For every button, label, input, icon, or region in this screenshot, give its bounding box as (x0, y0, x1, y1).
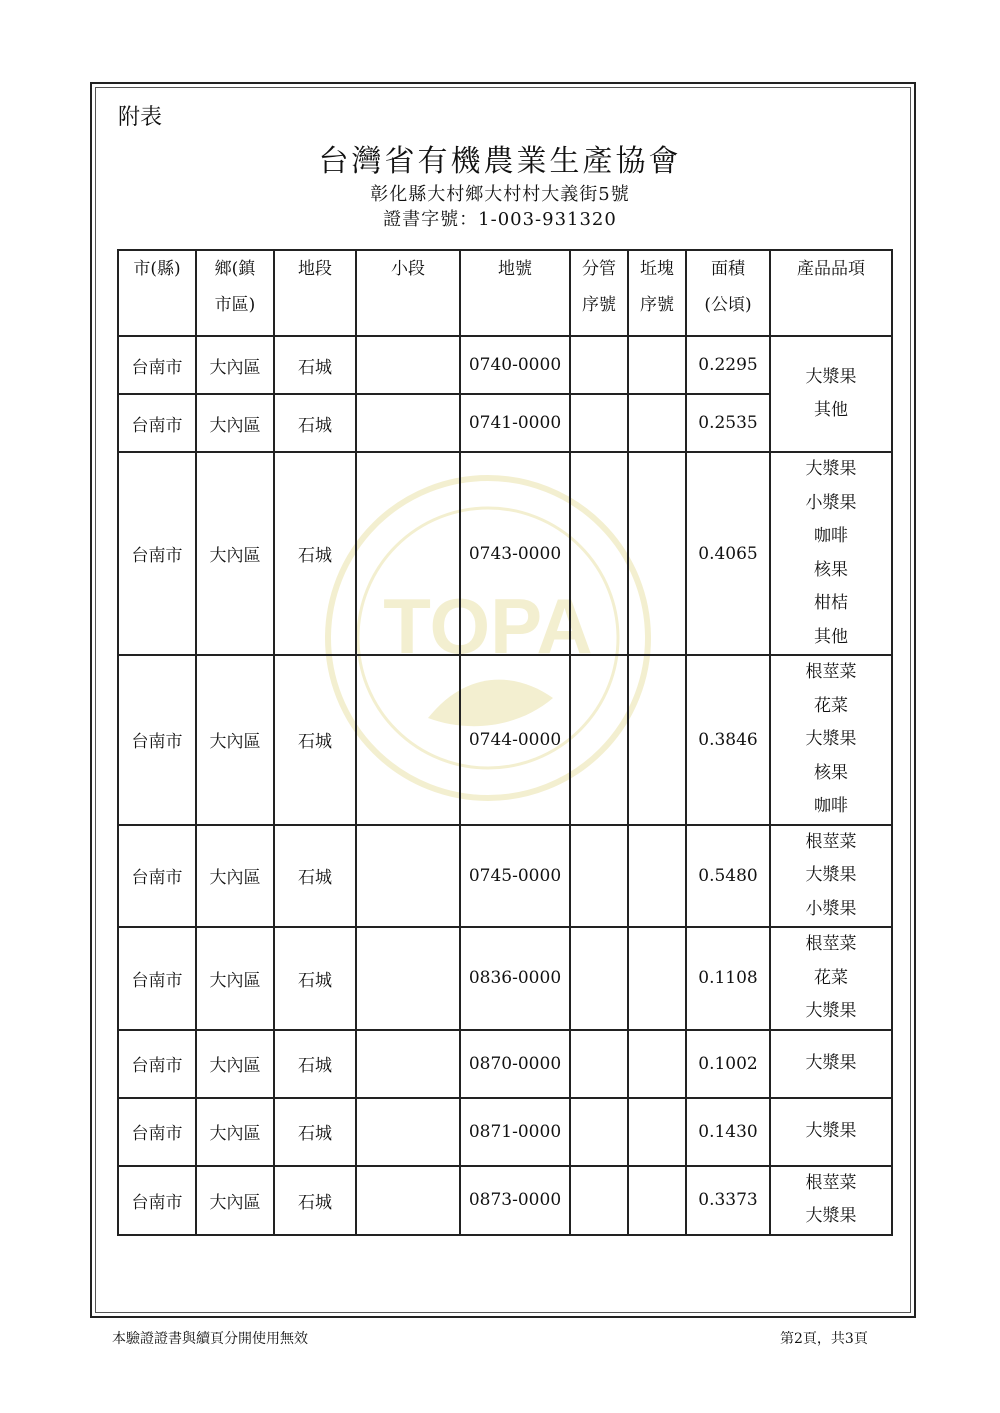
cell-branch (570, 336, 628, 394)
cell-plot (628, 394, 686, 452)
cell-subsection (356, 825, 460, 928)
cell-plot (628, 1166, 686, 1235)
cell-lot: 0743-0000 (460, 452, 570, 655)
header-subsection: 小段 (356, 250, 460, 336)
cell-subsection (356, 336, 460, 394)
cell-area: 0.1108 (686, 927, 770, 1030)
cell-branch (570, 1030, 628, 1098)
product-item: 根莖菜 (805, 1172, 857, 1193)
cell-branch (570, 394, 628, 452)
product-item: 柑桔 (814, 593, 848, 613)
cell-township: 大內區 (196, 1030, 274, 1098)
cell-township: 大內區 (196, 927, 274, 1030)
header-city: 市(縣) (118, 250, 196, 336)
cell-products (770, 1098, 892, 1166)
cell-section: 石城 (274, 452, 356, 655)
organization-name: 台灣省有機農業生產協會 (318, 144, 682, 179)
cell-lot: 0744-0000 (460, 655, 570, 825)
cell-subsection (356, 1030, 460, 1098)
cell-section: 石城 (274, 1030, 356, 1098)
cell-subsection (356, 1166, 460, 1235)
organization-address: 彰化縣大村鄉大村村大義街5號 (370, 184, 630, 205)
cell-city: 台南市 (118, 394, 196, 452)
cell-area: 0.4065 (686, 452, 770, 655)
cell-city: 台南市 (118, 1030, 196, 1098)
cell-products (770, 452, 892, 655)
cell-area: 0.1002 (686, 1030, 770, 1098)
product-item: 大漿果 (805, 865, 857, 885)
cell-section: 石城 (274, 394, 356, 452)
header-section: 地段 (274, 250, 356, 336)
cell-products (770, 927, 892, 1030)
cell-subsection (356, 655, 460, 825)
product-item: 大漿果 (805, 366, 857, 387)
cell-products (770, 1030, 892, 1098)
header-area: 面積 (公頃) (686, 250, 770, 336)
cell-township: 大內區 (196, 825, 274, 928)
cell-plot (628, 336, 686, 394)
cell-lot: 0836-0000 (460, 927, 570, 1030)
product-item: 大漿果 (805, 1052, 857, 1073)
cell-subsection (356, 1098, 460, 1166)
header-lot: 地號 (460, 250, 570, 336)
header-branch-no: 分管 序號 (570, 250, 628, 336)
cell-section: 石城 (274, 336, 356, 394)
cell-city: 台南市 (118, 655, 196, 825)
cell-city: 台南市 (118, 927, 196, 1030)
cell-section: 石城 (274, 825, 356, 928)
cell-subsection (356, 394, 460, 452)
cell-branch (570, 655, 628, 825)
attachment-label: 附表 (118, 105, 163, 130)
product-item: 小漿果 (805, 898, 857, 919)
cell-branch (570, 927, 628, 1030)
cell-area: 0.2295 (686, 336, 770, 394)
cell-area: 0.3373 (686, 1166, 770, 1235)
table-row (118, 825, 892, 928)
header-township: 鄉(鎮 市區) (196, 250, 274, 336)
cell-plot (628, 452, 686, 655)
cell-township: 大內區 (196, 336, 274, 394)
cell-city: 台南市 (118, 336, 196, 394)
cell-products (770, 825, 892, 928)
footer-note: 本驗證證書與續頁分開使用無效 (112, 1331, 308, 1347)
table-row (118, 927, 892, 1030)
cell-branch (570, 1098, 628, 1166)
cell-township: 大內區 (196, 394, 274, 452)
cell-products (770, 655, 892, 825)
land-parcel-table (117, 249, 893, 1236)
watermark-text: TOPA (383, 582, 593, 670)
product-item: 大漿果 (805, 729, 857, 749)
cell-plot (628, 825, 686, 928)
product-item: 其他 (814, 626, 848, 647)
cell-section: 石城 (274, 1166, 356, 1235)
cell-lot: 0873-0000 (460, 1166, 570, 1235)
cell-township: 大內區 (196, 452, 274, 655)
header-plot-no: 坵塊 序號 (628, 250, 686, 336)
table-row (118, 452, 892, 655)
header-products: 產品品項 (770, 250, 892, 336)
product-item: 根莖菜 (805, 831, 857, 852)
product-item: 核果 (814, 762, 848, 783)
cell-branch (570, 452, 628, 655)
cell-lot: 0740-0000 (460, 336, 570, 394)
cell-subsection (356, 927, 460, 1030)
cell-section: 石城 (274, 655, 356, 825)
cell-township: 大內區 (196, 1098, 274, 1166)
product-item: 大漿果 (805, 1120, 857, 1141)
product-item: 大漿果 (805, 459, 857, 479)
cell-section: 石城 (274, 1098, 356, 1166)
product-item: 根莖菜 (805, 934, 857, 954)
cell-products (770, 1166, 892, 1235)
cell-branch (570, 825, 628, 928)
product-item: 花菜 (814, 695, 848, 716)
cell-plot (628, 927, 686, 1030)
product-item: 咖啡 (814, 526, 848, 546)
table-row (118, 1166, 892, 1235)
product-item: 其他 (814, 400, 848, 420)
cell-area: 0.3846 (686, 655, 770, 825)
product-item: 花菜 (814, 967, 848, 988)
cell-branch (570, 1166, 628, 1235)
product-item: 大漿果 (805, 1206, 857, 1226)
cell-area: 0.1430 (686, 1098, 770, 1166)
cell-section: 石城 (274, 927, 356, 1030)
cell-lot: 0745-0000 (460, 825, 570, 928)
cell-products (770, 336, 892, 452)
product-item: 小漿果 (805, 492, 857, 513)
cell-lot: 0870-0000 (460, 1030, 570, 1098)
cell-plot (628, 655, 686, 825)
cell-area: 0.5480 (686, 825, 770, 928)
table-body (118, 336, 892, 1235)
cell-township: 大內區 (196, 1166, 274, 1235)
cell-city: 台南市 (118, 1098, 196, 1166)
cell-plot (628, 1030, 686, 1098)
header-row (118, 250, 892, 336)
certificate-number: 證書字號：1-003-931320 (383, 209, 617, 230)
product-item: 咖啡 (814, 796, 848, 816)
table-row (118, 1030, 892, 1098)
table-row (118, 1098, 892, 1166)
cell-lot: 0871-0000 (460, 1098, 570, 1166)
cell-area: 0.2535 (686, 394, 770, 452)
cell-city: 台南市 (118, 1166, 196, 1235)
product-item: 大漿果 (805, 1001, 857, 1021)
product-item: 根莖菜 (805, 662, 857, 682)
table-row (118, 336, 892, 394)
cell-city: 台南市 (118, 825, 196, 928)
product-item: 核果 (814, 559, 848, 580)
cell-township: 大內區 (196, 655, 274, 825)
table-row (118, 655, 892, 825)
page-number: 第2頁，共3頁 (780, 1331, 868, 1347)
cell-lot: 0741-0000 (460, 394, 570, 452)
cell-city: 台南市 (118, 452, 196, 655)
cell-subsection (356, 452, 460, 655)
cell-plot (628, 1098, 686, 1166)
